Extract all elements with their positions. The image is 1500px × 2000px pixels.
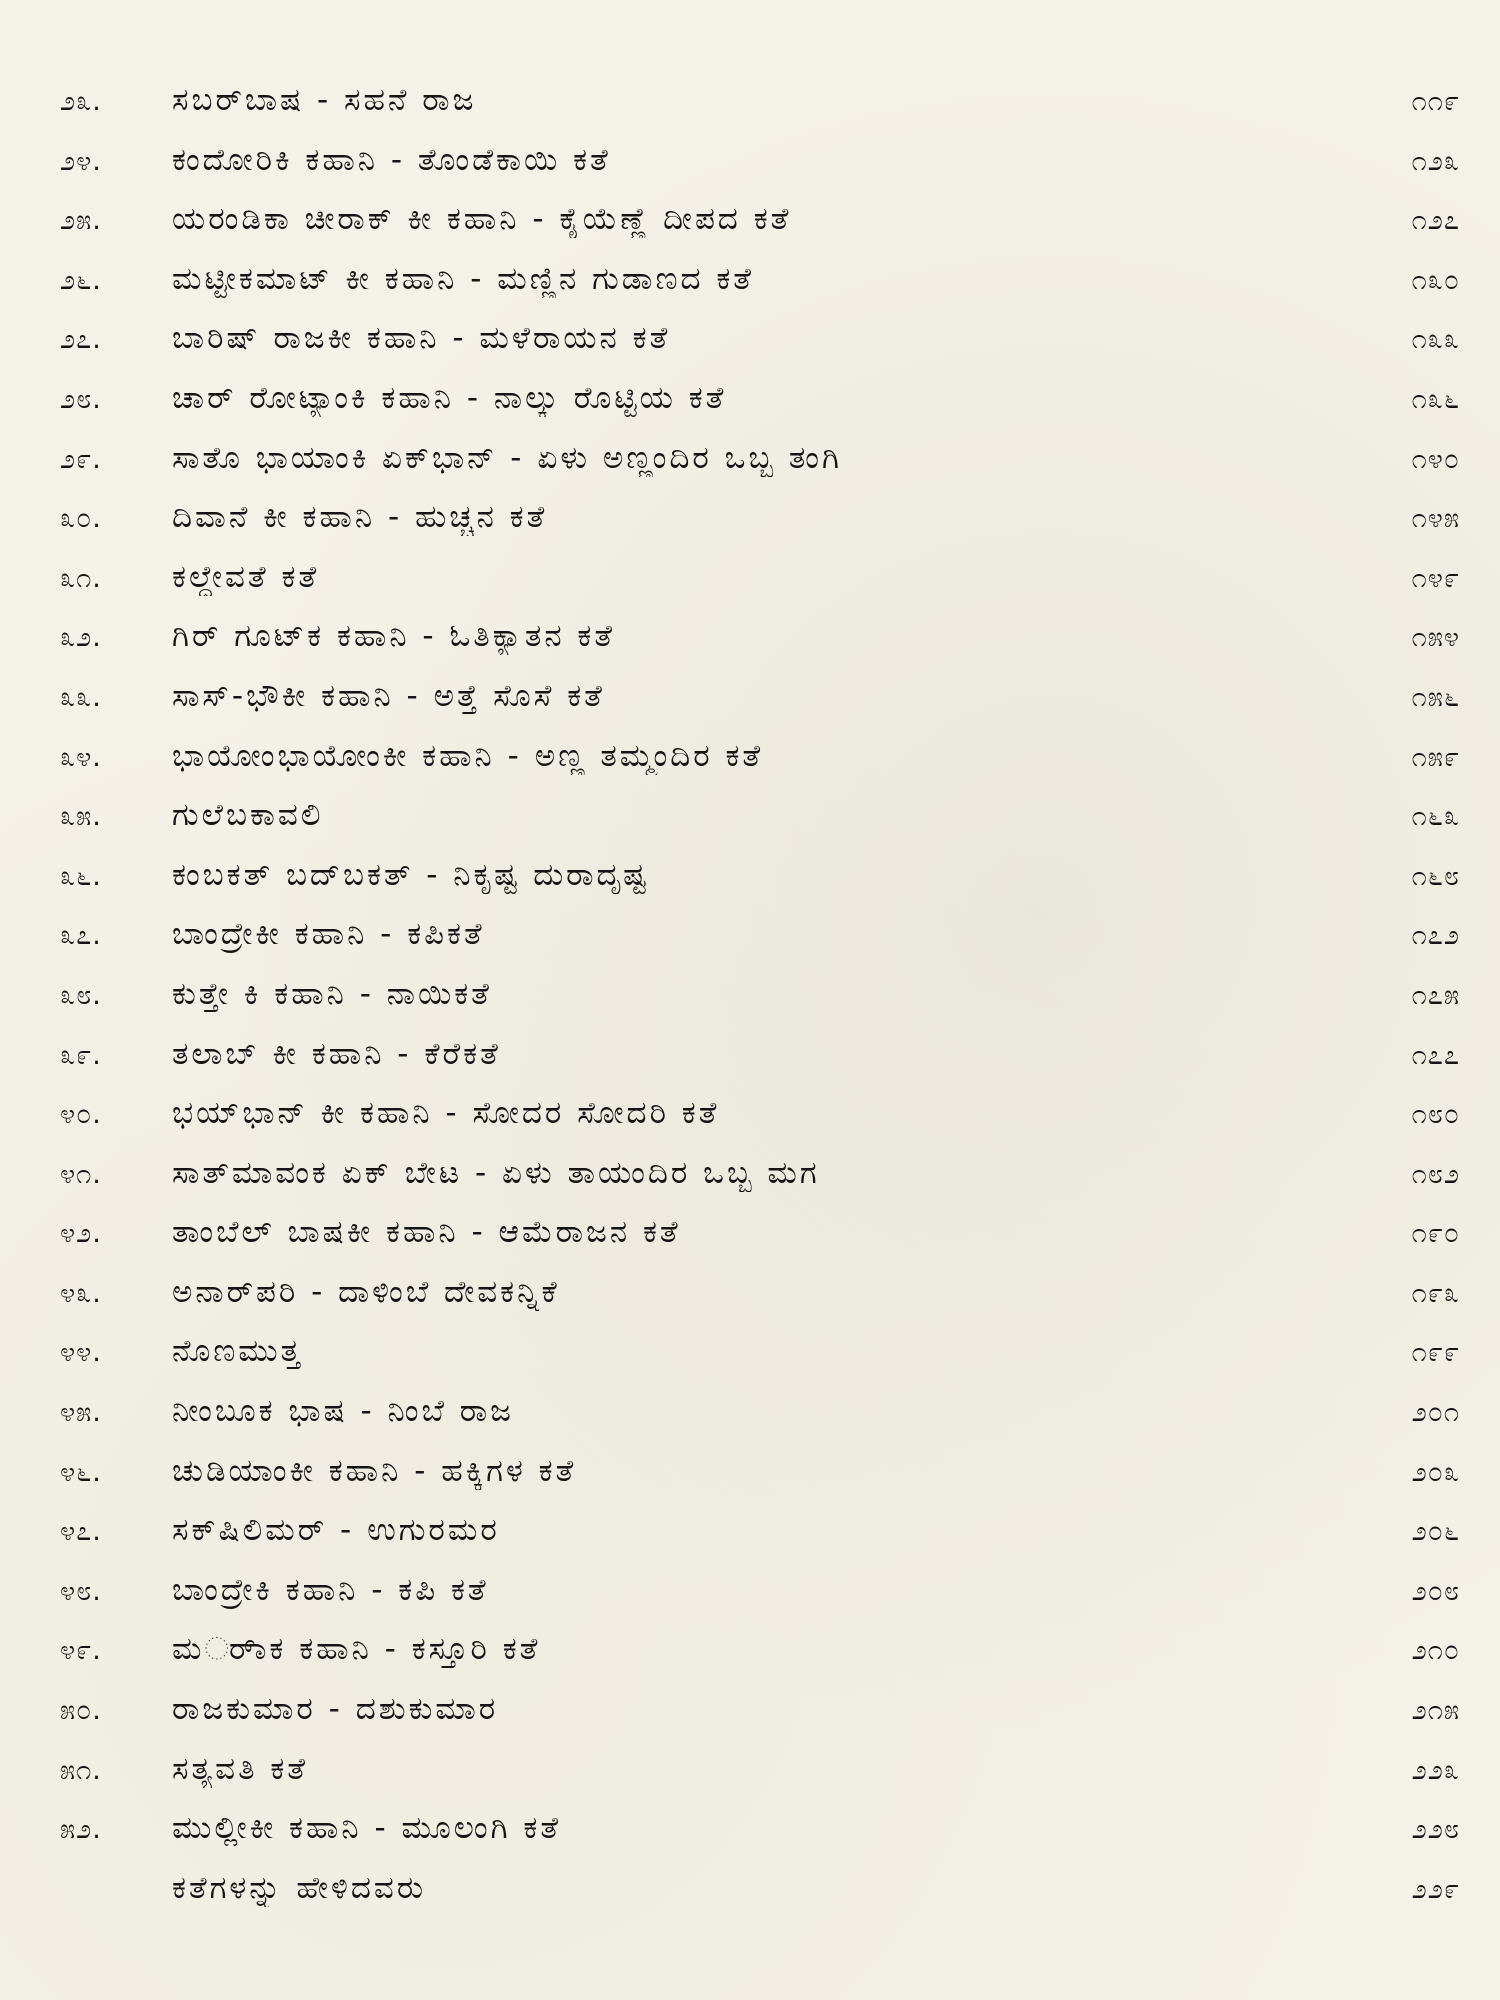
toc-entry-title: ಸತ್ಯವತಿ ಕತೆ: [172, 1750, 308, 1787]
toc-entry: [0, 614, 1500, 674]
toc-entry-page: ೧೯೦: [1411, 1218, 1460, 1250]
toc-entry-page: ೨೦೧: [1411, 1397, 1460, 1429]
toc-entry-number: ೩೮.: [60, 979, 102, 1011]
toc-entry-page: ೨೦೩: [1411, 1456, 1460, 1488]
toc-entry: [0, 316, 1500, 376]
toc-entry-number: ೩೨.: [60, 622, 102, 654]
toc-entry: [0, 555, 1500, 615]
toc-entry-title: ಕತೆಗಳನ್ನು ಹೇಳಿದವರು: [172, 1869, 427, 1906]
toc-entry-title: ಗುಲೆಬಕಾವಲಿ: [172, 797, 324, 834]
toc-entry-number: ೨೪.: [60, 145, 102, 177]
toc-entry-page: ೧೩೩: [1411, 324, 1460, 356]
toc-entry-page: ೨೧೦: [1411, 1635, 1460, 1667]
toc-entry: [0, 912, 1500, 972]
toc-entry-number: ೪೫.: [60, 1397, 102, 1429]
toc-entry-number: ೩೫.: [60, 801, 102, 833]
toc-entry-page: ೧೨೩: [1411, 145, 1460, 177]
toc-entry-page: ೧೬೮: [1411, 860, 1460, 892]
toc-entry-number: ೪೧.: [60, 1158, 102, 1190]
toc-entry-number: ೩೧.: [60, 562, 102, 594]
toc-entry: [0, 1091, 1500, 1151]
toc-entry-page: ೧೩೬: [1411, 383, 1460, 415]
toc-entry-page: ೨೦೬: [1411, 1516, 1460, 1548]
toc-entry-title: ಮುಲ್ಲೀಕೀ ಕಹಾನಿ - ಮೂಲಂಗಿ ಕತೆ: [172, 1810, 562, 1847]
toc-entry-title: ಭಯ್‌ಭಾನ್ ಕೀ ಕಹಾನಿ - ಸೋದರ ಸೋದರಿ ಕತೆ: [172, 1095, 720, 1132]
toc-entry-page: ೧೯೩: [1411, 1277, 1460, 1309]
toc-entry: [0, 1210, 1500, 1270]
toc-entry-title: ಮರ್‍ಾಕ ಕಹಾನಿ - ಕಸ್ತೂರಿ ಕತೆ: [172, 1631, 541, 1668]
toc-entry-title: ಕಲ್ದೇವತೆ ಕತೆ: [172, 558, 320, 595]
toc-entry: [0, 1687, 1500, 1747]
toc-entry-page: ೧೮೦: [1411, 1099, 1460, 1131]
toc-entry-page: ೧೨೭: [1411, 205, 1460, 237]
toc-entry: [0, 1449, 1500, 1509]
toc-entry-title: ಸಾಸ್-ಭೌಕೀ ಕಹಾನಿ - ಅತ್ತೆ ಸೊಸೆ ಕತೆ: [172, 677, 605, 714]
toc-entry-number: ೪೪.: [60, 1337, 102, 1369]
toc-entry: [0, 853, 1500, 913]
toc-entry-page: ೨೨೮: [1411, 1814, 1460, 1846]
toc-entry: [0, 1270, 1500, 1330]
toc-entry-title: ಸಾತ್‌ಮಾವಂಕ ಏಕ್ ಬೇಟ - ಏಳು ತಾಯಂದಿರ ಒಬ್ಬ ಮಗ: [172, 1154, 820, 1191]
toc-entry-number: ೩೦.: [60, 503, 102, 535]
toc-entry-number: ೩೯.: [60, 1039, 102, 1071]
toc-entry-title: ಕಂದೋರಿಕಿ ಕಹಾನಿ - ತೊಂಡೆಕಾಯಿ ಕತೆ: [172, 141, 611, 178]
toc-entry: [0, 1508, 1500, 1568]
toc-entry-page: ೧೯೯: [1411, 1337, 1460, 1369]
toc-entry-page: ೧೫೪: [1411, 622, 1460, 654]
toc-entry-page: ೨೨೩: [1411, 1754, 1460, 1786]
toc-entry-page: ೧೭೨: [1411, 920, 1460, 952]
toc-entry-number: ೨೭.: [60, 324, 102, 356]
toc-entry-number: ೪೦.: [60, 1099, 102, 1131]
toc-entry-page: ೧೭೭: [1411, 1039, 1460, 1071]
toc-entry-title: ಕುತ್ತೇ ಕಿ ಕಹಾನಿ - ನಾಯಿಕತೆ: [172, 975, 492, 1012]
toc-entry-number: ೩೬.: [60, 860, 102, 892]
toc-entry-page: ೧೧೯: [1411, 86, 1460, 117]
toc-entry-title: ಕಂಬಕತ್ ಬದ್‌ಬಕತ್ - ನಿಕೃಷ್ಟ ದುರಾದೃಷ್ಟ: [172, 856, 650, 893]
toc-entry-number: ೫೧.: [60, 1754, 102, 1786]
toc-entry-title: ಸಬರ್‌ಬಾಷ - ಸಹನೆ ರಾಜ: [172, 82, 477, 118]
toc-entry-page: ೧೩೦: [1411, 264, 1460, 296]
toc-entry-title: ಮಟ್ಟೀಕಮಾಟ್ ಕೀ ಕಹಾನಿ - ಮಣ್ಣಿನ ಗುಡಾಣದ ಕತೆ: [172, 260, 754, 297]
toc-entry-page: ೧೪೦: [1411, 443, 1460, 475]
toc-entry-number: ೪೨.: [60, 1218, 102, 1250]
toc-entry-number: ೫೨.: [60, 1814, 102, 1846]
toc-entry-number: ೨೫.: [60, 205, 102, 237]
toc-entry: [0, 138, 1500, 198]
toc-entry: [0, 1389, 1500, 1449]
toc-entry: [0, 197, 1500, 257]
toc-entry-title: ರಾಜಕುಮಾರ - ದಶುಕುಮಾರ: [172, 1691, 499, 1728]
table-of-contents: [0, 78, 1500, 1925]
toc-entry-page: ೧೪೯: [1411, 562, 1460, 594]
toc-entry-title: ಯರಂಡಿಕಾ ಚೀರಾಕ್ ಕೀ ಕಹಾನಿ - ಕೈಯೆಣ್ಣೆ ದೀಪದ ಕತೆ: [172, 201, 792, 238]
toc-entry-title: ತಾಂಬೆಲ್ ಬಾಷಕೀ ಕಹಾನಿ - ಆಮೆರಾಜನ ಕತೆ: [172, 1214, 681, 1251]
toc-entry-title: ಅನಾರ್‌ಪರಿ - ದಾಳಿಂಬೆ ದೇವಕನ್ನಿಕೆ: [172, 1273, 560, 1310]
toc-entry-number: ೩೪.: [60, 741, 102, 773]
toc-entry: [0, 257, 1500, 317]
toc-entry-page: ೧೮೨: [1411, 1158, 1460, 1190]
toc-entry-title: ಗಿರ್ ಗೂಟ್‌ಕ ಕಹಾನಿ - ಓತಿಕ್ಯಾತನ ಕತೆ: [172, 618, 616, 655]
toc-entry-title: ಬಾಂದ್ರೇಕೀ ಕಹಾನಿ - ಕಪಿಕತೆ: [172, 916, 485, 953]
toc-entry-number: ೨೮.: [60, 383, 102, 415]
toc-entry-title: ಭಾಯೋಂಭಾಯೋಂಕೀ ಕಹಾನಿ - ಅಣ್ಣ ತಮ್ಮಂದಿರ ಕತೆ: [172, 737, 764, 774]
toc-entry: [0, 376, 1500, 436]
toc-entry: [0, 495, 1500, 555]
toc-entry-page: ೧೭೫: [1411, 979, 1460, 1011]
toc-entry: [0, 78, 1500, 138]
toc-entry-number: ೫೦.: [60, 1695, 102, 1727]
toc-entry: [0, 1151, 1500, 1211]
toc-entry: [0, 1866, 1500, 1926]
toc-entry: [0, 1568, 1500, 1628]
toc-entry-title: ದಿವಾನೆ ಕೀ ಕಹಾನಿ - ಹುಚ್ಚನ ಕತೆ: [172, 499, 548, 536]
toc-entry-number: ೪೮.: [60, 1575, 102, 1607]
toc-entry-number: ೨೯.: [60, 443, 102, 475]
toc-entry-number: ೪೩.: [60, 1277, 102, 1309]
toc-entry: [0, 734, 1500, 794]
toc-entry-title: ಬಾಂದ್ರೇಕಿ ಕಹಾನಿ - ಕಪಿ ಕತೆ: [172, 1571, 489, 1608]
toc-entry-title: ಚುಡಿಯಾಂಕೀ ಕಹಾನಿ - ಹಕ್ಕಿಗಳ ಕತೆ: [172, 1452, 577, 1489]
toc-entry-page: ೨೦೮: [1411, 1575, 1460, 1607]
toc-entry-page: ೧೫೬: [1411, 681, 1460, 713]
toc-entry: [0, 1747, 1500, 1807]
toc-entry-title: ಬಾರಿಷ್ ರಾಜಕೀ ಕಹಾನಿ - ಮಳೆರಾಯನ ಕತೆ: [172, 320, 671, 357]
toc-entry-number: ೪೯.: [60, 1635, 102, 1667]
toc-entry-title: ಸಕ್‌ಷಿಲಿಮರ್ - ಉಗುರಮರ: [172, 1512, 500, 1549]
toc-entry-number: ೩೭.: [60, 920, 102, 952]
toc-entry: [0, 1032, 1500, 1092]
toc-entry: [0, 1627, 1500, 1687]
toc-entry: [0, 436, 1500, 496]
toc-entry: [0, 972, 1500, 1032]
toc-entry-number: ೨೩.: [60, 86, 102, 117]
toc-entry-number: ೪೬.: [60, 1456, 102, 1488]
toc-entry-page: ೧೬೩: [1411, 801, 1460, 833]
toc-entry-title: ಸಾತೊ ಭಾಯಾಂಕಿ ಏಕ್‌ಭಾನ್ - ಏಳು ಅಣ್ಣಂದಿರ ಒಬ್ಬ ತಂಗಿ: [172, 439, 842, 476]
toc-entry-number: ೩೩.: [60, 681, 102, 713]
toc-entry-page: ೨೨೯: [1411, 1873, 1460, 1905]
toc-entry-page: ೧೫೯: [1411, 741, 1460, 773]
toc-entry-page: ೧೪೫: [1411, 503, 1460, 535]
toc-entry-title: ನೀಂಬೂಕ ಭಾಷ - ನಿಂಬೆ ರಾಜ: [172, 1393, 514, 1430]
toc-entry-number: ೨೬.: [60, 264, 102, 296]
toc-entry: [0, 793, 1500, 853]
toc-entry: [0, 1329, 1500, 1389]
toc-entry-title: ನೊಣಮುತ್ತ: [172, 1333, 303, 1370]
toc-entry-title: ತಲಾಬ್ ಕೀ ಕಹಾನಿ - ಕೆರೆಕತೆ: [172, 1035, 501, 1072]
toc-entry-title: ಚಾರ್ ರೋಟ್ಯಾಂಕಿ ಕಹಾನಿ - ನಾಲ್ಕು ರೊಟ್ಟಿಯ ಕತೆ: [172, 379, 727, 416]
toc-entry: [0, 674, 1500, 734]
toc-entry-number: ೪೭.: [60, 1516, 102, 1548]
toc-entry: [0, 1806, 1500, 1866]
toc-entry-page: ೨೧೫: [1411, 1695, 1460, 1727]
